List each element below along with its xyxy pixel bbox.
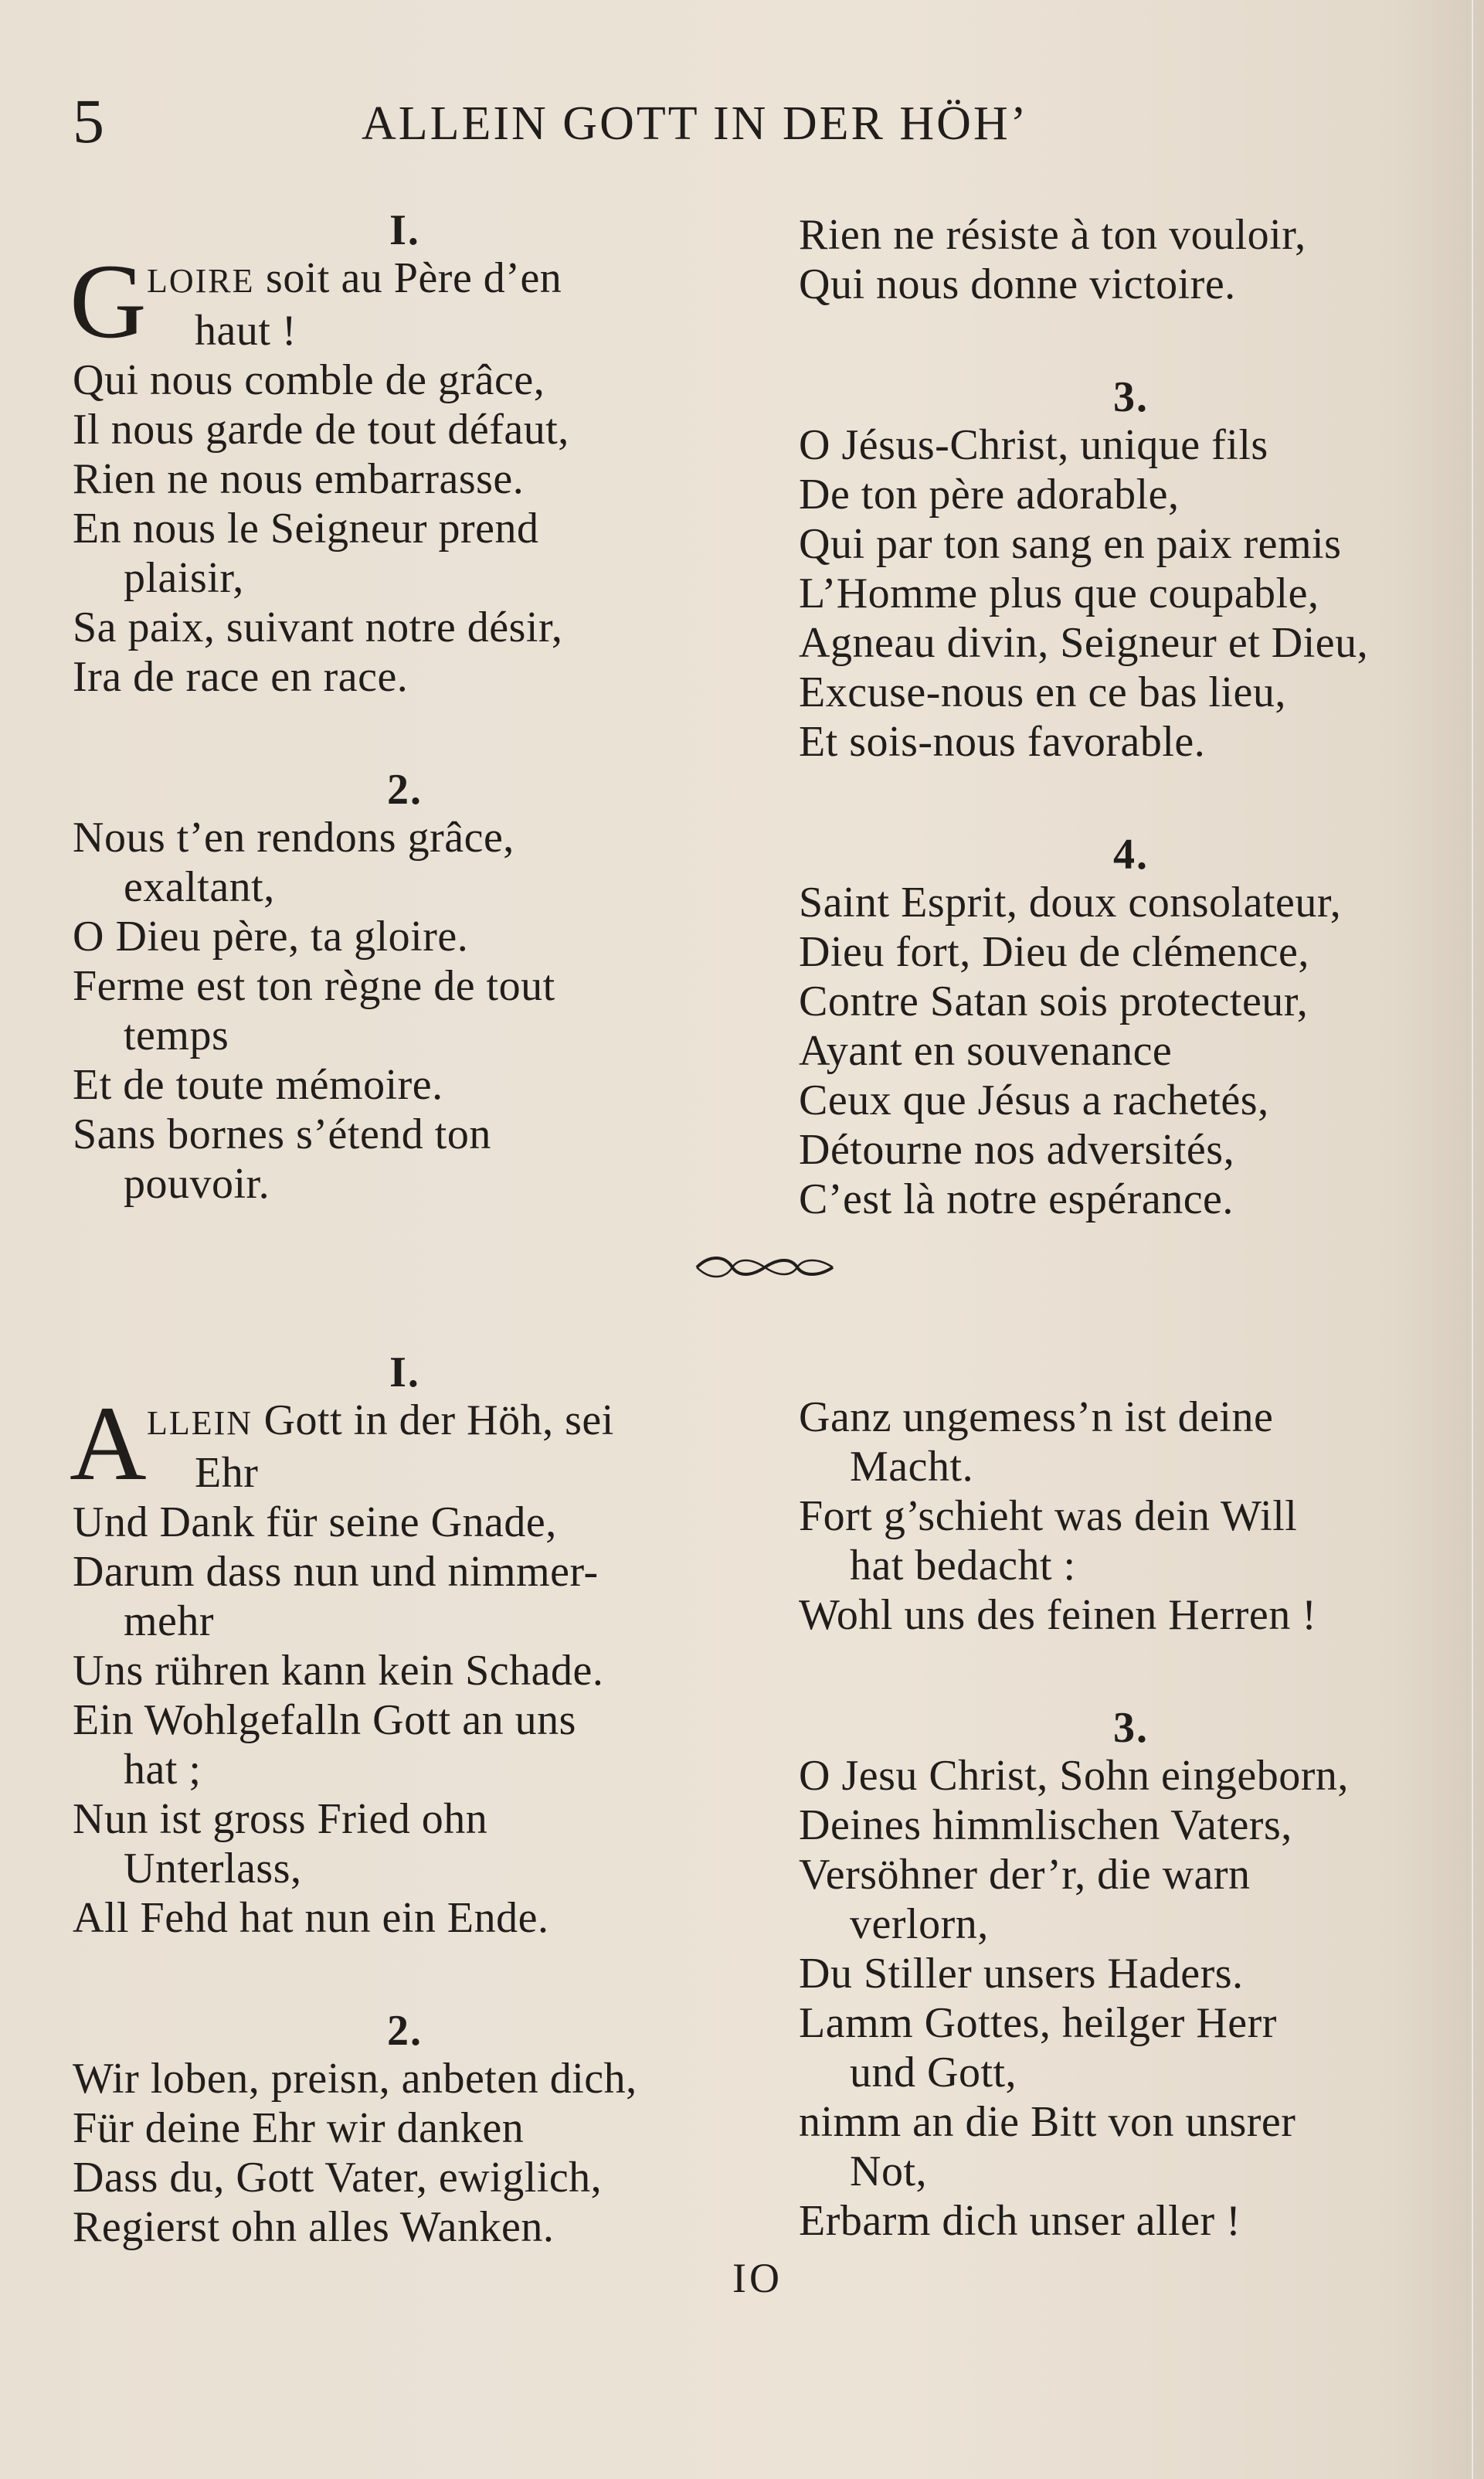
stanza-gap [799, 767, 1463, 831]
stanza [799, 210, 1463, 309]
verse-line: Détourne nos adversités, [799, 1126, 1235, 1174]
verse-line: Saint Esprit, doux consolateur, [799, 879, 1342, 927]
first-line-text [73, 1396, 614, 1448]
running-title: ALLEIN GOTT IN DER HÖH’ [362, 97, 1029, 150]
verse-line: Nun ist gross Fried ohn [73, 1795, 488, 1843]
verse-line-continuation: verlorn, [850, 1900, 989, 1948]
verse-line: Ein Wohlgefalln Gott an uns [73, 1696, 576, 1744]
verse-line: Qui par ton sang en paix remis [799, 520, 1342, 568]
first-line-tail: Gott in der Höh, sei [253, 1396, 614, 1444]
drop-cap: A [70, 1384, 148, 1502]
verse-line: Darum dass nun und nimmer- [73, 1548, 599, 1596]
stanza [73, 2008, 737, 2252]
verse-line: All Fehd hat nun ein Ende. [73, 1894, 549, 1942]
verse-line: Qui nous comble de grâce, [73, 356, 545, 404]
stanza-number: 4. [1113, 831, 1149, 879]
verse-line-continuation: und Gott, [850, 2049, 1017, 2096]
german-column-left [70, 1348, 737, 2252]
verse-line: Rien ne nous embarrasse. [73, 455, 525, 503]
verse-line-continuation: plaisir, [124, 554, 244, 602]
verse-line: Rien ne résiste à ton vouloir, [799, 211, 1306, 259]
stanza-number: I. [389, 206, 420, 254]
verse-line: Agneau divin, Seigneur et Dieu, [799, 619, 1369, 667]
verse-line-continuation: temps [124, 1012, 229, 1059]
verse-line: Ferme est ton règne de tout [73, 962, 555, 1010]
verse-line: Sans bornes s’étend ton [73, 1110, 491, 1158]
verse-line-continuation: mehr [124, 1597, 215, 1645]
verse-line: Contre Satan sois protecteur, [799, 978, 1309, 1025]
verse-line: Und Dank für seine Gnade, [73, 1498, 557, 1546]
folio-number: IO [732, 2255, 783, 2301]
verse-line: Wir loben, preisn, anbeten dich, [73, 2055, 637, 2103]
verse-line: L’Homme plus que coupable, [799, 570, 1319, 617]
stanza-gap [73, 702, 737, 767]
stanza-number: I. [389, 1348, 420, 1396]
stanza [799, 374, 1463, 767]
stanza [70, 1348, 737, 1943]
verse-line-continuation: exaltant, [124, 863, 275, 911]
verse-line-continuation: Not, [850, 2147, 927, 2195]
stanza [73, 767, 737, 1209]
verse-line: O Jesu Christ, Sohn eingeborn, [799, 1752, 1349, 1800]
stanza-number: 2. [387, 2007, 423, 2055]
verse-line-continuation: Macht. [850, 1443, 974, 1491]
verse-line: Et de toute mémoire. [73, 1061, 443, 1109]
verse-line: Versöhner der’r, die warn [799, 1851, 1251, 1899]
stanza [799, 1705, 1463, 2246]
french-column-right [799, 210, 1463, 1224]
verse-line: Deines himmlischen Vaters, [799, 1801, 1292, 1849]
verse-line-continuation: Ehr [195, 1449, 259, 1497]
verse-line: Sa paix, suivant notre désir, [73, 604, 563, 651]
stanza-gap [799, 1640, 1463, 1705]
verse-line: Du Stiller unsers Haders. [799, 1950, 1244, 1998]
verse-line-continuation: hat ; [124, 1746, 202, 1794]
page-header [0, 87, 1484, 156]
verse-line: Fort g’schieht was dein Will [799, 1492, 1298, 1540]
stanza [799, 831, 1463, 1224]
page-edge [1472, 0, 1473, 2479]
verse-line: Qui nous donne victoire. [799, 260, 1236, 308]
verse-line: Ira de race en race. [73, 653, 409, 701]
small-caps-word: LLEIN [147, 1404, 253, 1442]
stanza [70, 206, 737, 702]
verse-line: Nous t’en rendons grâce, [73, 814, 514, 862]
verse-line: Ceux que Jésus a rachetés, [799, 1076, 1269, 1124]
verse-line: Für deine Ehr wir danken [73, 2104, 525, 2152]
verse-line: En nous le Seigneur prend [73, 505, 539, 553]
drop-cap: G [70, 242, 148, 360]
verse-line: Il nous garde de tout défaut, [73, 406, 569, 454]
verse-line: Dieu fort, Dieu de clémence, [799, 928, 1309, 976]
verse-line-continuation: Unterlass, [124, 1845, 302, 1892]
verse-line-continuation: pouvoir. [124, 1160, 270, 1208]
verse-line: Wohl uns des feinen Herren ! [799, 1591, 1317, 1639]
verse-line-continuation: haut ! [195, 307, 297, 355]
german-column-right [799, 1393, 1463, 2246]
page-number: 5 [73, 86, 105, 156]
verse-line: nimm an die Bitt von unsrer [799, 2098, 1296, 2146]
verse-line: Uns rühren kann kein Schade. [73, 1647, 604, 1695]
stanza-number: 3. [1113, 1704, 1149, 1752]
verse-line: Excuse-nous en ce bas lieu, [799, 668, 1286, 716]
verse-line: Ayant en souvenance [799, 1027, 1173, 1075]
first-line-tail: soit au Père d’en [254, 254, 562, 302]
verse-line: C’est là notre espérance. [799, 1175, 1234, 1223]
stanza-number: 2. [387, 766, 423, 814]
stanza-gap [799, 309, 1463, 374]
verse-line: Et sois-nous favorable. [799, 718, 1206, 766]
verse-line: O Dieu père, ta gloire. [73, 913, 469, 961]
verse-line: Dass du, Gott Vater, ewiglich, [73, 2154, 603, 2202]
verse-line: Ganz ungemess’n ist deine [799, 1393, 1274, 1441]
ornament-divider [694, 1250, 836, 1284]
verse-line: Regierst ohn alles Wanken. [73, 2203, 555, 2251]
verse-line: De ton père adorable, [799, 471, 1180, 519]
french-column-left [70, 206, 737, 1209]
verse-line-continuation: hat bedacht : [850, 1542, 1076, 1590]
verse-line: Erbarm dich unser aller ! [799, 2197, 1241, 2245]
small-caps-word: LOIRE [147, 262, 255, 300]
stanza-number: 3. [1113, 373, 1149, 421]
stanza-gap [73, 1943, 737, 2008]
stanza [799, 1393, 1463, 1640]
verse-line: Lamm Gottes, heilger Herr [799, 1999, 1277, 2047]
verse-line: O Jésus-Christ, unique fils [799, 421, 1268, 469]
